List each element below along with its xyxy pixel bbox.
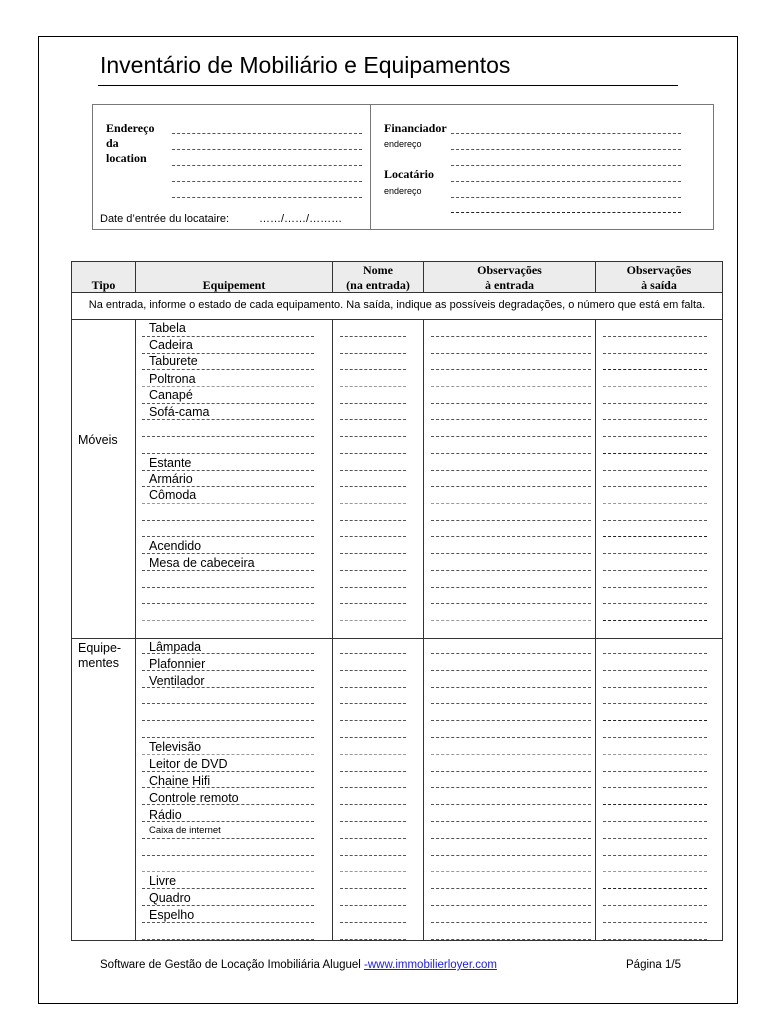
row-fill-line[interactable] [603,737,707,738]
row-fill-line[interactable] [142,603,314,604]
row-fill-line[interactable] [340,553,406,554]
column-rule [332,319,333,940]
row-fill-line[interactable] [431,587,591,588]
row-fill-line[interactable] [431,653,591,654]
row-fill-line[interactable] [431,436,591,437]
footer-software-text: Software de Gestão de Locação Imobiliária Aluguel [100,959,365,971]
row-fill-line[interactable] [603,905,707,906]
row-fill-line[interactable] [142,470,314,471]
row-fill-line[interactable] [340,888,406,889]
row-fill-line[interactable] [603,703,707,704]
header-tipo: Tipo [91,278,116,292]
row-fill-line[interactable] [603,520,707,521]
row-fill-line[interactable] [431,687,591,688]
item-label: Tabela [149,321,186,335]
row-fill-line[interactable] [142,536,314,537]
row-fill-line[interactable] [142,905,314,906]
row-fill-line[interactable] [340,486,406,487]
row-fill-line[interactable] [603,453,707,454]
header-obs-exit-line-2: à saída [641,278,677,292]
item-label: Chaine Hifi [149,774,211,788]
header-nome-line-2: (na entrada) [346,278,410,292]
item-label: Leitor de DVD [149,757,228,771]
item-label: Cadeira [149,338,193,352]
row-fill-line[interactable] [142,553,314,554]
row-fill-line[interactable] [431,403,591,404]
row-fill-line[interactable] [603,939,707,940]
row-fill-line[interactable] [340,703,406,704]
header-bottom-rule [72,292,722,293]
row-fill-line[interactable] [340,821,406,822]
row-fill-line[interactable] [603,603,707,604]
row-fill-line[interactable] [431,804,591,805]
row-fill-line[interactable] [340,670,406,671]
page-number: Página 1/5 [626,959,681,971]
address-field-line[interactable] [172,133,362,134]
row-fill-line[interactable] [340,737,406,738]
row-fill-line[interactable] [431,821,591,822]
row-fill-line[interactable] [603,486,707,487]
row-fill-line[interactable] [431,871,591,872]
row-fill-line[interactable] [431,520,591,521]
item-label: Poltrona [149,372,196,386]
column-rule [423,319,424,940]
row-fill-line[interactable] [431,369,591,370]
row-fill-line[interactable] [142,336,314,337]
row-fill-line[interactable] [142,386,314,387]
row-fill-line[interactable] [603,821,707,822]
row-fill-line[interactable] [431,737,591,738]
address-label-line-3: location [106,151,147,165]
row-fill-line[interactable] [340,771,406,772]
row-fill-line[interactable] [142,570,314,571]
row-fill-line[interactable] [142,787,314,788]
row-fill-line[interactable] [142,587,314,588]
item-label: Livre [149,874,177,888]
row-fill-line[interactable] [431,905,591,906]
address-label-line-1: Endereço [106,121,155,135]
row-fill-line[interactable] [603,771,707,772]
row-fill-line[interactable] [142,922,314,923]
tenant-address-label: endereço [384,186,422,196]
item-label: Rádio [149,808,182,822]
row-fill-line[interactable] [142,720,314,721]
row-fill-line[interactable] [431,453,591,454]
row-fill-line[interactable] [431,922,591,923]
row-fill-line[interactable] [340,754,406,755]
row-fill-line[interactable] [603,787,707,788]
row-fill-line[interactable] [340,687,406,688]
header-nome-line-1: Nome [363,263,393,277]
row-fill-line[interactable] [340,436,406,437]
row-fill-line[interactable] [603,670,707,671]
financier-address-line[interactable] [451,149,681,150]
row-fill-line[interactable] [340,570,406,571]
row-fill-line[interactable] [431,553,591,554]
financier-address-label: endereço [384,139,422,149]
row-fill-line[interactable] [142,403,314,404]
row-fill-line[interactable] [431,336,591,337]
tenant-address-line[interactable] [451,212,681,213]
row-fill-line[interactable] [603,754,707,755]
row-fill-line[interactable] [603,720,707,721]
item-label: Sofá-cama [149,405,210,419]
row-fill-line[interactable] [431,787,591,788]
table-instructions: Na entrada, informe o estado de cada equipamento. Na saída, indique as possíveis degradações, o número que está em falta. [88,299,706,311]
tenant-label: Locatário [384,167,434,181]
item-label: Controle remoto [149,791,239,805]
row-fill-line[interactable] [431,570,591,571]
row-fill-line[interactable] [340,905,406,906]
row-fill-line[interactable] [142,888,314,889]
category-moveis: Móveis [78,433,118,447]
item-label: Espelho [149,908,195,922]
row-fill-line[interactable] [340,939,406,940]
row-fill-line[interactable] [603,336,707,337]
category-equipamentos-line-1: Equipe- [78,641,122,655]
item-label: Taburete [149,354,198,368]
row-fill-line[interactable] [142,838,314,839]
row-fill-line[interactable] [142,520,314,521]
row-fill-line[interactable] [142,687,314,688]
header-equipement: Equipement [202,278,266,292]
row-fill-line[interactable] [431,838,591,839]
row-fill-line[interactable] [431,720,591,721]
row-fill-line[interactable] [603,888,707,889]
row-fill-line[interactable] [340,855,406,856]
row-fill-line[interactable] [603,436,707,437]
row-fill-line[interactable] [142,804,314,805]
row-fill-line[interactable] [431,419,591,420]
row-fill-line[interactable] [340,838,406,839]
row-fill-line[interactable] [142,369,314,370]
footer-text [100,959,497,971]
column-rule [135,319,136,940]
row-fill-line[interactable] [142,353,314,354]
address-field-line[interactable] [172,197,362,198]
item-label: Cômoda [149,488,197,502]
row-fill-line[interactable] [340,787,406,788]
category-separator-rule [72,638,722,639]
item-label: Armário [149,472,193,486]
document-title: Inventário de Mobiliário e Equipamentos [100,52,511,78]
row-fill-line[interactable] [142,855,314,856]
row-fill-line[interactable] [142,737,314,738]
row-fill-line[interactable] [142,771,314,772]
row-fill-line[interactable] [603,620,707,621]
row-fill-line[interactable] [142,670,314,671]
item-label: Ventilador [149,674,205,688]
row-fill-line[interactable] [340,470,406,471]
row-fill-line[interactable] [431,855,591,856]
row-fill-line[interactable] [142,754,314,755]
row-fill-line[interactable] [142,419,314,420]
row-fill-line[interactable] [603,369,707,370]
row-fill-line[interactable] [431,888,591,889]
row-fill-line[interactable] [431,486,591,487]
row-fill-line[interactable] [431,754,591,755]
row-fill-line[interactable] [340,620,406,621]
row-fill-line[interactable] [431,939,591,940]
row-fill-line[interactable] [431,620,591,621]
row-fill-line[interactable] [431,603,591,604]
item-label: Televisão [149,740,202,754]
address-box-divider [370,104,371,230]
row-fill-line[interactable] [603,503,707,504]
row-fill-line[interactable] [340,871,406,872]
row-fill-line[interactable] [340,419,406,420]
row-fill-line[interactable] [340,587,406,588]
row-fill-line[interactable] [603,553,707,554]
header-obs-entry-line-2: à entrada [485,278,534,292]
item-label: Estante [149,456,192,470]
financier-address-line[interactable] [451,165,681,166]
row-fill-line[interactable] [340,603,406,604]
row-fill-line[interactable] [340,520,406,521]
row-fill-line[interactable] [603,653,707,654]
row-fill-line[interactable] [340,536,406,537]
row-fill-line[interactable] [340,353,406,354]
row-fill-line[interactable] [603,922,707,923]
row-fill-line[interactable] [431,386,591,387]
row-fill-line[interactable] [603,570,707,571]
row-fill-line[interactable] [603,804,707,805]
item-label: Lâmpada [149,640,202,654]
entry-date-field[interactable]: ……/……/……… [259,213,343,225]
row-fill-line[interactable] [603,587,707,588]
row-fill-line[interactable] [142,436,314,437]
row-fill-line[interactable] [603,536,707,537]
row-fill-line[interactable] [431,470,591,471]
address-field-line[interactable] [172,181,362,182]
tenant-address-line[interactable] [451,197,681,198]
entry-date-label: Date d’entrée du locataire: [100,213,230,225]
address-label-line-2: da [106,136,119,150]
item-label: Canapé [149,388,193,402]
row-fill-line[interactable] [603,687,707,688]
title-underline [98,85,678,86]
row-fill-line[interactable] [142,503,314,504]
row-fill-line[interactable] [603,470,707,471]
financier-label: Financiador [384,121,447,135]
row-fill-line[interactable] [142,871,314,872]
instructions-bottom-rule [72,319,722,320]
item-label: Caixa de internet [149,825,221,836]
row-fill-line[interactable] [340,653,406,654]
row-fill-line[interactable] [142,620,314,621]
header-obs-exit-line-1: Observações [626,263,692,277]
row-fill-line[interactable] [142,453,314,454]
row-fill-line[interactable] [340,503,406,504]
row-fill-line[interactable] [142,486,314,487]
address-field-line[interactable] [172,149,362,150]
row-fill-line[interactable] [340,453,406,454]
row-fill-line[interactable] [340,922,406,923]
row-fill-line[interactable] [603,353,707,354]
row-fill-line[interactable] [603,386,707,387]
footer-website-link[interactable]: -www.immobilierloyer.com [364,959,497,971]
row-fill-line[interactable] [142,821,314,822]
item-label: Quadro [149,891,191,905]
row-fill-line[interactable] [340,720,406,721]
address-field-line[interactable] [172,165,362,166]
row-fill-line[interactable] [340,804,406,805]
row-fill-line[interactable] [142,653,314,654]
item-label: Mesa de cabeceira [149,556,255,570]
row-fill-line[interactable] [431,703,591,704]
row-fill-line[interactable] [431,536,591,537]
row-fill-line[interactable] [142,939,314,940]
row-fill-line[interactable] [431,353,591,354]
row-fill-line[interactable] [431,771,591,772]
item-label: Plafonnier [149,657,206,671]
row-fill-line[interactable] [340,336,406,337]
row-fill-line[interactable] [340,386,406,387]
row-fill-line[interactable] [340,403,406,404]
row-fill-line[interactable] [431,670,591,671]
header-obs-entry-line-1: Observações [477,263,542,277]
row-fill-line[interactable] [340,369,406,370]
row-fill-line[interactable] [431,503,591,504]
financier-field-line[interactable] [451,133,681,134]
row-fill-line[interactable] [603,419,707,420]
row-fill-line[interactable] [603,855,707,856]
row-fill-line[interactable] [603,403,707,404]
tenant-field-line[interactable] [451,181,681,182]
column-rule [595,319,596,940]
category-equipamentos-line-2: mentes [78,656,119,670]
item-label: Acendido [149,539,202,553]
row-fill-line[interactable] [603,871,707,872]
row-fill-line[interactable] [603,838,707,839]
row-fill-line[interactable] [142,703,314,704]
